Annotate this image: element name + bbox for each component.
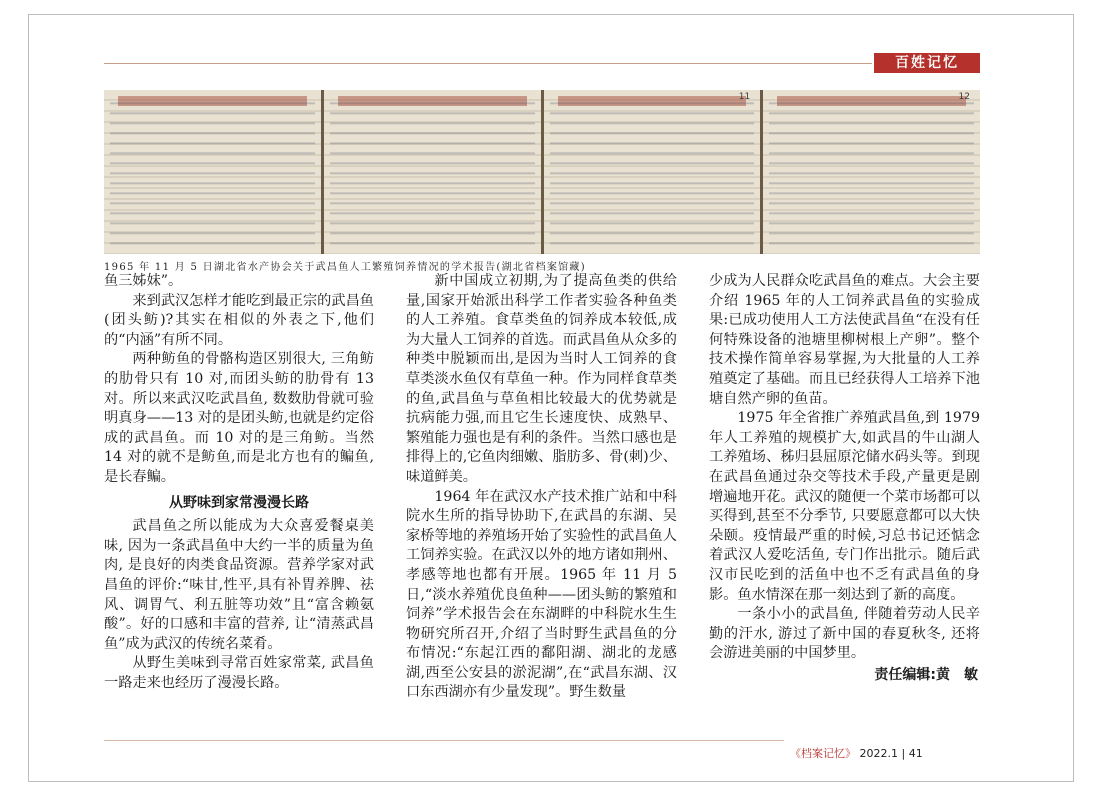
footer-separator: | <box>901 747 906 760</box>
text-column-1 <box>104 272 374 693</box>
text-column-3 <box>709 272 980 685</box>
section-heading: 从野味到家常漫漫长路 <box>169 494 309 511</box>
issue-number: 2022.1 <box>859 747 898 760</box>
responsible-editor: 责任编辑:黄 敏 <box>874 666 978 683</box>
magazine-name: 《档案记忆》 <box>790 747 856 760</box>
archive-photo <box>104 90 980 254</box>
footer-rule <box>104 740 784 741</box>
sheet-page-number: 11 <box>738 92 751 102</box>
photo-caption: 1965 年 11 月 5 日湖北省水产协会关于武昌鱼人工繁殖饲养情况的学术报告(湖北省档案馆藏) <box>104 262 586 273</box>
section-tag: 百姓记忆 <box>874 53 980 73</box>
header-rule <box>104 63 872 64</box>
paragraph: 武昌鱼之所以能成为大众喜爱餐桌美味, 因为一条武昌鱼中大约一半的质量为鱼肉, 是良好的肉类食品资源。营养学家对武昌鱼的评价:“味甘,性平,具有补胃养脾、祛风、调胃气、利五脏等功效”且“富含赖氨酸”。好的口感和丰富的营养, 让“清蒸武昌鱼”成为武汉的传统名菜肴。 <box>104 518 374 652</box>
paragraph: 1975 年全省推广养殖武昌鱼,到 1979 年人工养殖的规模扩大,如武昌的牛山湖人工养殖场、秭归县屈原沱储水码头等。到现在武昌鱼通过杂交等技术手段,产量更是剧增遍地开花。武汉的随便一个菜市场都可以买得到,甚至不分季节, 只要愿意都可以大快朵颐。疫情最严重的时候,习总书记还惦念着武汉人爱吃活鱼, 专门作出批示。随后武汉市民吃到的活鱼中也不乏有武昌鱼的身影。鱼水情深在那一刻达到了新的高度。 <box>709 410 980 603</box>
document-sheet-2 <box>324 90 541 254</box>
paragraph: 来到武汉怎样才能吃到最正宗的武昌鱼(团头鲂)?其实在相似的外表之下,他们的“内涵”有所不同。 <box>104 292 374 348</box>
paragraph: 一条小小的武昌鱼, 伴随着劳动人民辛勤的汗水, 游过了新中国的春夏秋冬, 还将会游进美丽的中国梦里。 <box>709 606 980 662</box>
paragraph: 新中国成立初期,为了提高鱼类的供给量,国家开始派出科学工作者实验各种鱼类的人工养殖。食草类鱼的饲养成本较低,成为大量人工饲养的首选。而武昌鱼从众多的种类中脱颖而出,是因为当时人工饲养的食草类淡水鱼仅有草鱼一种。作为同样食草类的鱼,武昌鱼与草鱼相比较最大的优势就是抗病能力强,而且它生长速度快、成熟早、繁殖能力强也是有利的条件。当然口感也是排得上的,它鱼肉细嫩、脂肪多、骨(刺)少、味道鲜美。 <box>406 273 677 485</box>
page-number: 41 <box>908 747 923 760</box>
paragraph: 1964 年在武汉水产技术推广站和中科院水生所的指导协助下,在武昌的东湖、吴家桥等地的养殖场开始了实验性的武昌鱼人工饲养实验。在武汉以外的地方诸如荆州、孝感等地也都有开展。1965 年 11 月 5 日,“淡水养殖优良鱼种——团头鲂的繁殖和饲养”学术报告会在东湖畔的中科院水生生物研究所召开,介绍了当时野生武昌鱼的分布情况:“东起江西的鄱阳湖、湖北的龙感湖,西至公安县的淤泥湖”,在“武昌东湖、汉口东西湖亦有少量发现”。野生数量 <box>406 488 677 701</box>
document-sheet-3 <box>544 90 761 254</box>
text-column-2 <box>406 272 677 703</box>
paragraph: 鱼三姊妹”。 <box>104 273 183 289</box>
paragraph: 少成为人民群众吃武昌鱼的难点。大会主要介绍 1965 年的人工饲养武昌鱼的实验成果:已成功使用人工方法使武昌鱼“在没有任何特殊设备的池塘里柳树根上产卵”。整个技术操作简单容易掌握,为大批量的人工养殖奠定了基础。而且已经获得人工培养下池塘自然产卵的鱼苗。 <box>709 273 980 407</box>
document-sheet-4 <box>763 90 980 254</box>
paragraph: 两种鲂鱼的骨骼构造区别很大, 三角鲂的肋骨只有 10 对,而团头鲂的肋骨有 13 对。所以来武汉吃武昌鱼, 数数肋骨就可验明真身——13 对的是团头鲂,也就是约定俗成的武昌鱼。而 10 对的是三角鲂。当然 14 对的就不是鲂鱼,而是北方也有的鳊鱼,是长春鳊。 <box>104 351 374 485</box>
paragraph: 从野生美味到寻常百姓家常菜, 武昌鱼一路走来也经历了漫漫长路。 <box>104 655 374 691</box>
sheet-page-number: 12 <box>958 92 970 102</box>
document-sheet-1 <box>104 90 321 254</box>
page-footer <box>790 745 923 761</box>
